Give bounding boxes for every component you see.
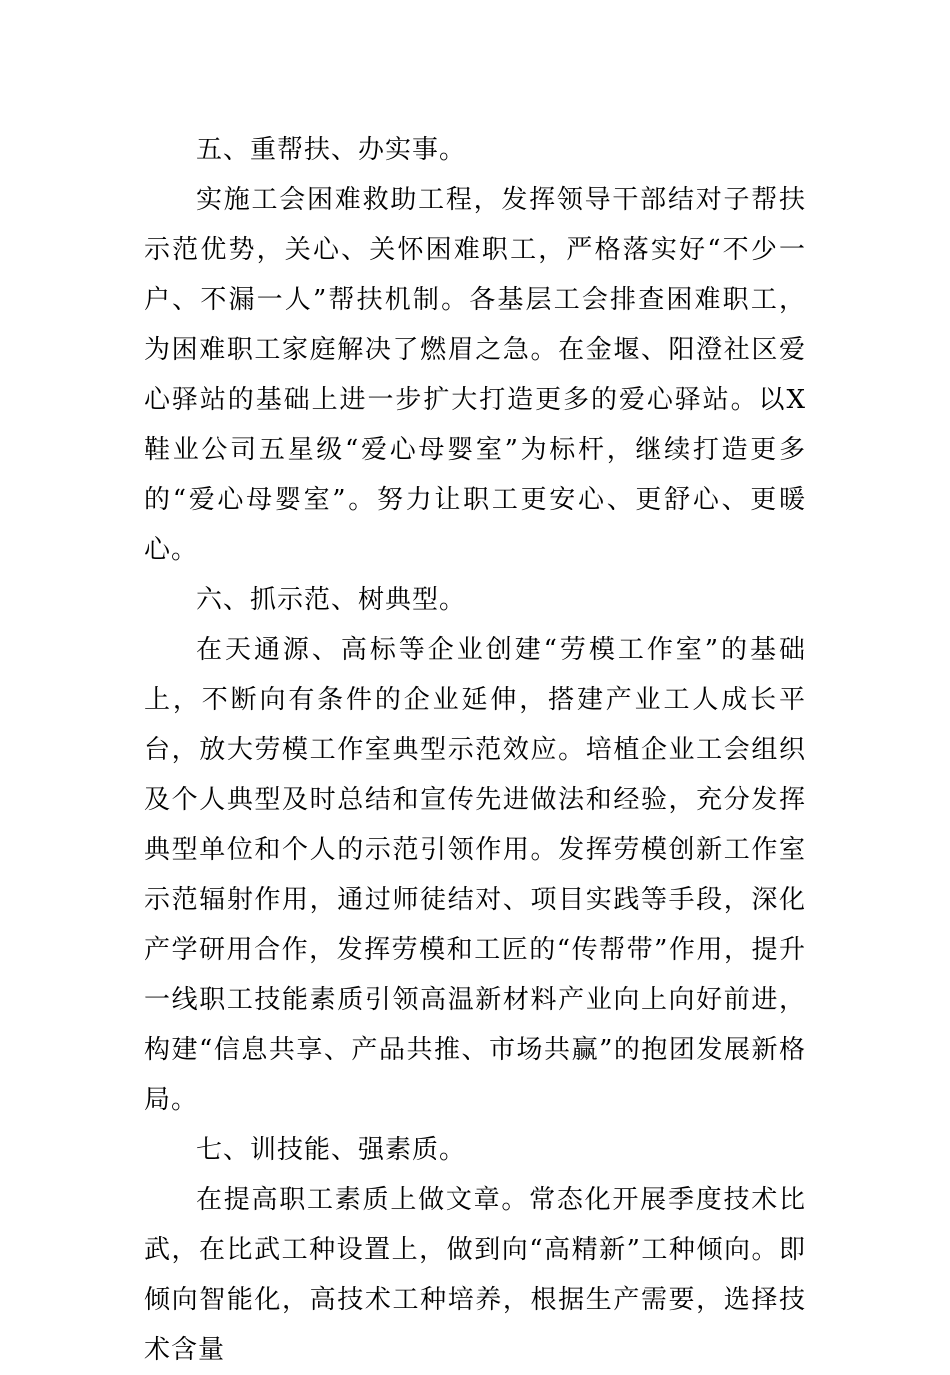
section-heading-7: 七、训技能、强素质。: [196, 1135, 467, 1165]
section-paragraph-5: 实施工会困难救助工程，发挥领导干部结对子帮扶示范优势，关心、关怀困难职工，严格落实好“不少一户、不漏一人”帮扶机制。各基层工会排查困难职工，为困难职工家庭解决了燃眉之急。在金堰、阳澄社区爱心驿站的基础上进一步扩大打造更多的爱心驿站。以X鞋业公司五星级“爱心母婴室”为标杆，继续打造更多的“爱心母婴室”。努力让职工更安心、更舒心、更暖心。: [144, 185, 806, 565]
section-heading-5: 五、重帮扶、办实事。: [196, 135, 467, 165]
section-paragraph-7: 在提高职工素质上做文章。常态化开展季度技术比武，在比武工种设置上，做到向“高精新”工种倾向。即倾向智能化，高技术工种培养，根据生产需要，选择技术含量: [144, 1185, 806, 1365]
section-heading-6: 六、抓示范、树典型。: [196, 585, 467, 615]
section-paragraph-6: 在天通源、高标等企业创建“劳模工作室”的基础上，不断向有条件的企业延伸，搭建产业工人成长平台，放大劳模工作室典型示范效应。培植企业工会组织及个人典型及时总结和宣传先进做法和经验，充分发挥典型单位和个人的示范引领作用。发挥劳模创新工作室示范辐射作用，通过师徒结对、项目实践等手段，深化产学研用合作，发挥劳模和工匠的“传帮带”作用，提升一线职工技能素质引领高温新材料产业向上向好前进，构建“信息共享、产品共推、市场共赢”的抱团发展新格局。: [144, 635, 806, 1115]
document-body: [144, 125, 806, 1375]
